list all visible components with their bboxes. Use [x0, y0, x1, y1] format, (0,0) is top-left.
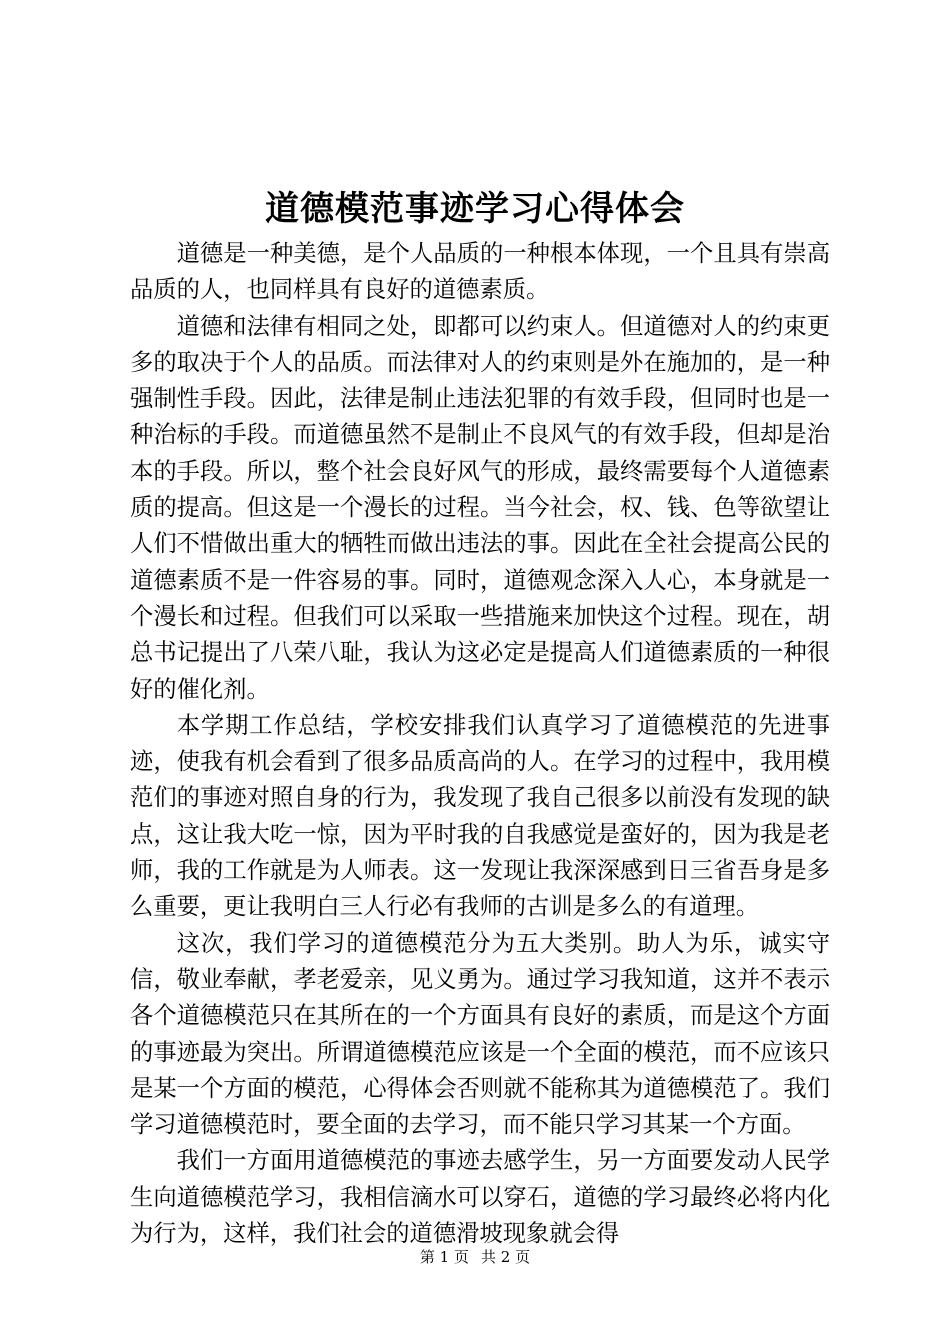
page-footer [0, 1246, 950, 1268]
paragraph-5: 我们一方面用道德模范的事迹去感学生，另一方面要发动人民学生向道德模范学习，我相信滴水可以穿石，道德的学习最终必将内化为行为，这样，我们社会的道德滑坡现象就会得 [130, 1147, 830, 1248]
paragraph-1: 道德是一种美德，是个人品质的一种根本体现，一个且具有崇高品质的人，也同样具有良好的道德素质。 [130, 240, 830, 304]
document-body [130, 236, 830, 1252]
paragraph-3: 本学期工作总结，学校安排我们认真学习了道德模范的先进事迹，使我有机会看到了很多品质高尚的人。在学习的过程中，我用模范们的事迹对照自身的行为，我发现了我自己很多以前没有发现的缺点，这让我大吃一惊，因为平时我的自我感觉是蛮好的，因为我是老师，我的工作就是为人师表。这一发现让我深深感到日三省吾身是多么重要，更让我明白三人行必有我师的古训是多么的有道理。 [130, 711, 830, 921]
paragraph-2: 道德和法律有相同之处，即都可以约束人。但道德对人的约束更多的取决于个人的品质。而法律对人的约束则是外在施加的，是一种强制性手段。因此，法律是制止违法犯罪的有效手段，但同时也是一种治标的手段。而道德虽然不是制止不良风气的有效手段，但却是治本的手段。所以，整个社会良好风气的形成，最终需要每个人道德素质的提高。但这是一个漫长的过程。当今社会，权、钱、色等欲望让人们不惜做出重大的牺牲而做出违法的事。因此在全社会提高公民的道德素质不是一件容易的事。同时，道德观念深入人心，本身就是一个漫长和过程。但我们可以采取一些措施来加快这个过程。现在，胡总书记提出了八荣八耻，我认为这必定是提高人们道德素质的一种很好的催化剂。 [130, 312, 830, 703]
page-number: 第 1 页 [419, 1248, 469, 1266]
paragraph-4: 这次，我们学习的道德模范分为五大类别。助人为乐，诚实守信，敬业奉献，孝老爱亲，见义勇为。通过学习我知道，这并不表示各个道德模范只在其所在的一个方面具有良好的素质，而是这个方面的事迹最为突出。所谓道德模范应该是一个全面的模范，而不应该只是某一个方面的模范，心得体会否则就不能称其为道德模范了。我们学习道德模范时，要全面的去学习，而不能只学习其某一个方面。 [130, 929, 830, 1139]
page-total: 共 2 页 [481, 1248, 531, 1266]
document-title: 道德模范事迹学习心得体会 [265, 189, 685, 229]
